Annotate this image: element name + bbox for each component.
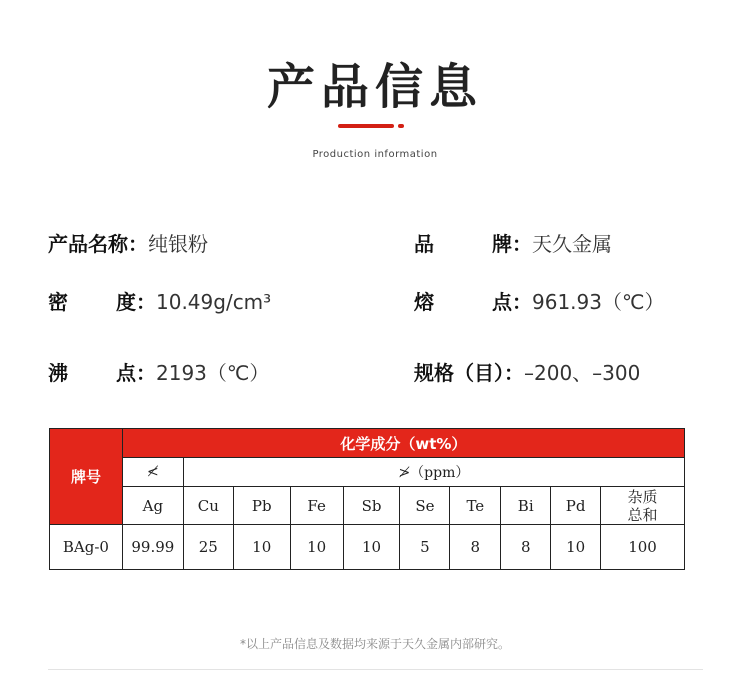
value-cell: 99.99 [122, 525, 183, 570]
grade-header: 牌号 [50, 429, 123, 525]
spec-label-a: 密 [48, 290, 68, 314]
composition-header: 化学成分（wt%） [122, 429, 684, 458]
value-cell: 10 [233, 525, 290, 570]
underline-bar [338, 124, 394, 128]
element-header: Pd [551, 487, 601, 525]
element-header: Pb [233, 487, 290, 525]
impurity-line1: 杂质 [627, 487, 658, 506]
spec-brand [414, 228, 612, 257]
unit-not-less-than: ≮ [122, 458, 183, 487]
impurity-total-header [601, 487, 685, 525]
bottom-divider [48, 669, 703, 670]
spec-density [48, 286, 271, 315]
spec-label-b: 点： [492, 290, 532, 314]
spec-value: 天久金属 [532, 232, 612, 256]
element-header: Ag [122, 487, 183, 525]
table-row [50, 525, 685, 570]
element-header: Se [400, 487, 450, 525]
spec-mesh-size [414, 357, 640, 386]
element-header: Fe [290, 487, 343, 525]
value-cell: 10 [290, 525, 343, 570]
spec-label: 产品名称： [48, 232, 148, 256]
underline-dot [398, 124, 404, 128]
page-subtitle: Production information [312, 149, 438, 160]
spec-melting-point [414, 286, 664, 315]
grade-cell: BAg-0 [50, 525, 123, 570]
impurity-line2: 总和 [627, 505, 658, 524]
spec-product-name [48, 228, 208, 257]
value-cell: 10 [343, 525, 400, 570]
page-title: 产品信息 [266, 59, 483, 115]
spec-value: 961.93（℃） [532, 290, 665, 314]
element-header: Sb [343, 487, 400, 525]
spec-value: 10.49g/cm³ [156, 290, 272, 314]
spec-label-b: 牌： [492, 232, 532, 256]
unit-not-more-than: ≯（ppm） [183, 458, 684, 487]
value-cell: 25 [183, 525, 233, 570]
spec-label-b: 度： [116, 290, 156, 314]
spec-label: 规格（目）： [414, 361, 524, 385]
spec-label-a: 品 [414, 232, 434, 256]
value-cell: 10 [551, 525, 601, 570]
value-cell: 8 [501, 525, 551, 570]
footnote: *以上产品信息及数据均来源于天久金属内部研究。 [239, 637, 510, 651]
spec-value: 纯银粉 [148, 232, 208, 256]
element-header: Te [450, 487, 501, 525]
value-cell: 100 [601, 525, 685, 570]
spec-value: 2193（℃） [156, 361, 270, 385]
spec-boiling-point [48, 357, 269, 386]
spec-value: –200、–300 [524, 361, 641, 385]
element-header: Bi [501, 487, 551, 525]
spec-label-a: 熔 [414, 290, 434, 314]
value-cell: 5 [400, 525, 450, 570]
spec-label-b: 点： [116, 361, 156, 385]
element-header: Cu [183, 487, 233, 525]
value-cell: 8 [450, 525, 501, 570]
spec-label-a: 沸 [48, 361, 68, 385]
composition-table [49, 428, 685, 570]
